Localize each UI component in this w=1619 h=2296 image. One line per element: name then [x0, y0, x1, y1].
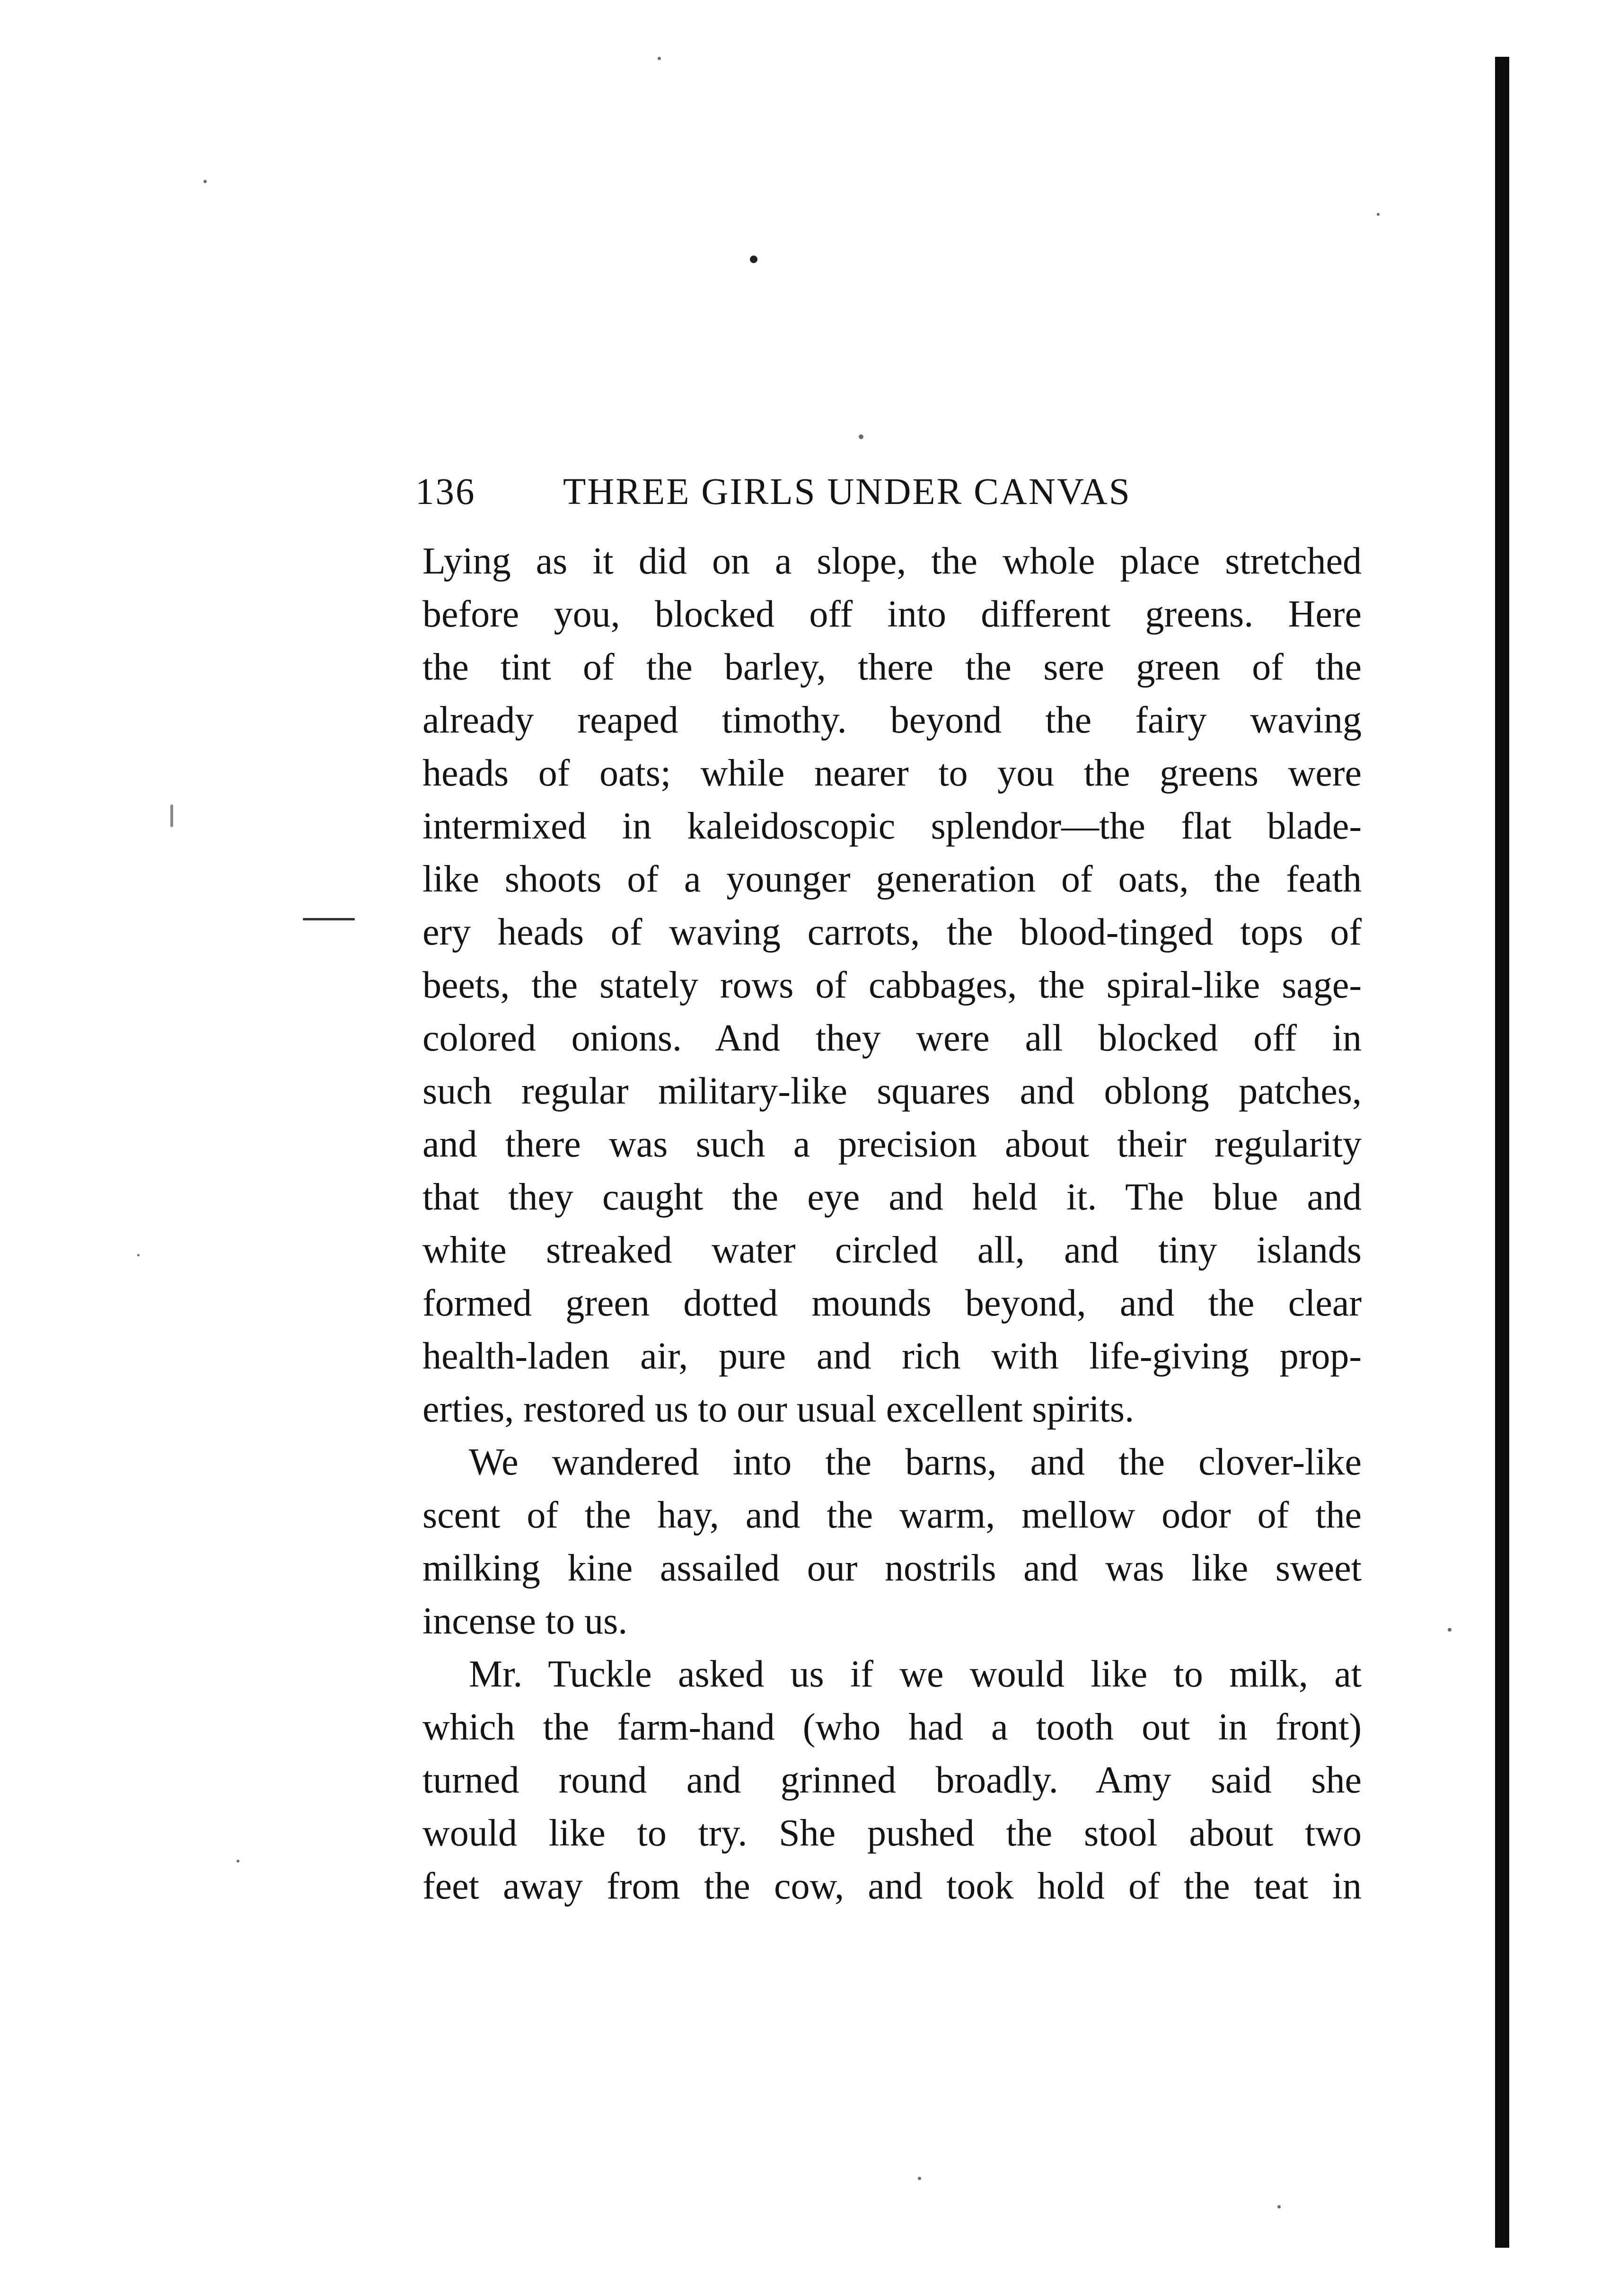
paragraph-3 [422, 1648, 1362, 1913]
scan-speck [237, 1860, 239, 1863]
scan-speck [170, 804, 173, 827]
running-title: THREE GIRLS UNDER CANVAS [563, 471, 1131, 512]
paragraph-2 [422, 1436, 1362, 1648]
running-header [415, 466, 1343, 518]
text-line: ery heads of waving carrots, the blood-tinged tops of [422, 911, 1362, 953]
text-line: and there was such a precision about their regularity [422, 1123, 1362, 1165]
text-line: before you, blocked off into different greens. Here [422, 593, 1362, 635]
scan-speck [859, 434, 863, 439]
page-number: 136 [415, 471, 476, 512]
text-line: heads of oats; while nearer to you the greens were [422, 752, 1362, 794]
text-line: which the farm-hand (who had a tooth out in front) [422, 1706, 1362, 1748]
text-line: incense to us. [422, 1600, 628, 1642]
text-line: intermixed in kaleidoscopic splendor—the flat blade- [422, 805, 1362, 847]
text-line: Lying as it did on a slope, the whole place stretched [422, 540, 1362, 582]
text-line: white streaked water circled all, and tiny islands [422, 1229, 1362, 1271]
text-line: We wandered into the barns, and the clover-like [469, 1441, 1362, 1483]
text-line: the tint of the barley, there the sere green of the [422, 646, 1362, 688]
scan-speck [918, 2177, 921, 2180]
scan-speck [203, 180, 207, 183]
text-line: scent of the hay, and the warm, mellow odor of the [422, 1494, 1362, 1536]
scan-speck [137, 1254, 140, 1256]
scan-speck [750, 256, 757, 263]
paragraph-1 [422, 535, 1362, 1436]
scan-speck [1277, 2205, 1281, 2208]
text-line: already reaped timothy. beyond the fairy waving [422, 699, 1362, 741]
text-line: beets, the stately rows of cabbages, the spiral-like sage- [422, 964, 1362, 1006]
text-line: milking kine assailed our nostrils and was like sweet [422, 1547, 1362, 1589]
text-line: feet away from the cow, and took hold of the teat in [422, 1865, 1362, 1907]
text-line: erties, restored us to our usual excellent spirits. [422, 1388, 1135, 1430]
scan-speck [1448, 1628, 1452, 1632]
body-text [422, 535, 1362, 1913]
text-line: Mr. Tuckle asked us if we would like to milk, at [469, 1653, 1362, 1695]
scan-speck [658, 57, 661, 60]
scan-speck [303, 918, 355, 920]
text-line: health-laden air, pure and rich with life-giving prop- [422, 1335, 1362, 1377]
text-line: like shoots of a younger generation of oats, the feath [422, 858, 1362, 900]
text-line: such regular military-like squares and oblong patches, [422, 1070, 1362, 1112]
scan-speck [1377, 213, 1380, 216]
text-line: would like to try. She pushed the stool about two [422, 1812, 1362, 1854]
text-line: formed green dotted mounds beyond, and the clear [422, 1282, 1362, 1324]
text-line: colored onions. And they were all blocked off in [422, 1017, 1362, 1059]
page-edge-shadow [1495, 57, 1509, 2248]
text-line: turned round and grinned broadly. Amy said she [422, 1759, 1362, 1801]
text-line: that they caught the eye and held it. The blue and [422, 1176, 1362, 1218]
